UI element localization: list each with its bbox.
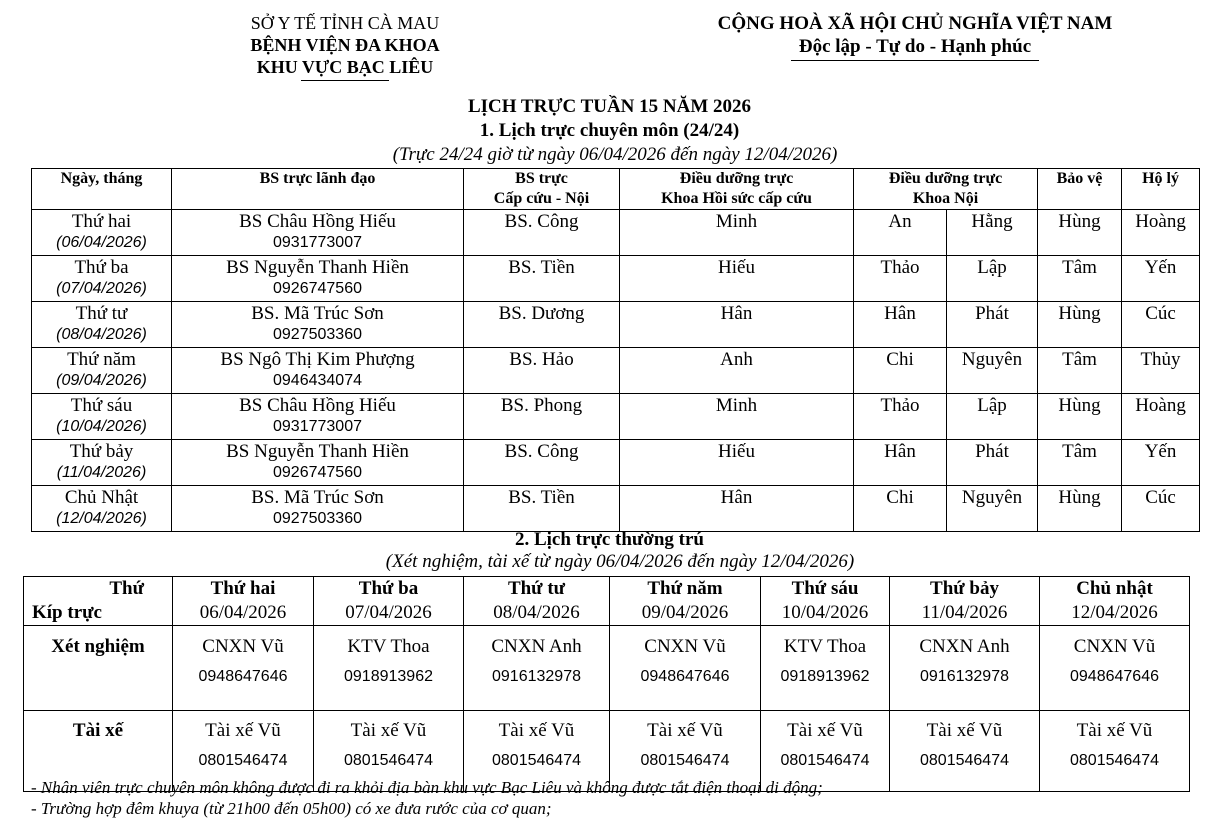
lab-staff-name: KTV Thoa (347, 636, 430, 657)
day-header-cell (1040, 577, 1190, 626)
table-row (32, 486, 1200, 532)
security-name: Hùng (1058, 211, 1101, 232)
lab-staff-phone: 0948647646 (198, 668, 288, 685)
leader-cell (172, 394, 464, 440)
leader-phone: 0927503360 (273, 510, 362, 527)
header-label: Bảo vệ (1056, 170, 1103, 187)
leader-phone: 0926747560 (273, 280, 362, 297)
orderly-name: Hoàng (1135, 395, 1186, 416)
leader-name: BS Châu Hồng Hiếu (239, 211, 396, 232)
icu-nurse-cell (620, 394, 854, 440)
corner-day-label: Thứ (109, 578, 144, 599)
header-label: Khoa Hồi sức cấp cứu (661, 190, 812, 207)
day-header-cell (610, 577, 761, 626)
weekday: Thứ tư (507, 578, 566, 599)
header-label: BS trực lãnh đạo (259, 170, 376, 187)
orderly-cell (1122, 256, 1200, 302)
weekday: Thứ hai (210, 578, 276, 599)
leader-name: BS Nguyễn Thanh Hiền (226, 441, 409, 462)
weekday: Thứ năm (67, 349, 136, 370)
icu-nurse-cell (620, 210, 854, 256)
icu-nurse-cell (620, 302, 854, 348)
weekday: Thứ tư (75, 303, 128, 324)
leader-name: BS Châu Hồng Hiếu (239, 395, 396, 416)
orderly-name: Cúc (1145, 303, 1176, 324)
lab-staff-phone: 0916132978 (920, 668, 1009, 685)
orderly-name: Thủy (1140, 349, 1181, 370)
lab-shift-cell (610, 626, 761, 711)
internal-nurse-b-cell (947, 394, 1038, 440)
leader-name: BS Ngô Thị Kim Phượng (220, 349, 415, 370)
leader-phone: 0926747560 (273, 464, 362, 481)
driver-staff-phone: 0801546474 (492, 752, 581, 769)
section2-title: 2. Lịch trực thường trú (514, 529, 704, 550)
table-row (32, 348, 1200, 394)
driver-staff-phone: 0801546474 (1070, 752, 1159, 769)
lab-staff-name: KTV Thoa (783, 636, 867, 657)
weekday: Thứ bảy (930, 578, 999, 599)
er-doctor-cell (464, 302, 620, 348)
day-header-cell (173, 577, 314, 626)
er-doctor-name: BS. Hảo (509, 349, 574, 370)
header-label: Điều dưỡng trực (888, 170, 1003, 187)
icu-nurse-cell (620, 486, 854, 532)
divider (301, 80, 389, 81)
table-row (32, 440, 1200, 486)
leader-phone: 0946434074 (273, 372, 362, 389)
driver-staff-phone: 0801546474 (920, 752, 1009, 769)
notes (31, 777, 1211, 819)
weekday: Thứ hai (71, 211, 132, 232)
country-name: CỘNG HOÀ XÃ HỘI CHỦ NGHĨA VIỆT NAM (717, 13, 1113, 34)
header-label: Ngày, tháng (60, 170, 143, 187)
corner-shift-label: Kíp trực (32, 602, 102, 623)
er-doctor-cell (464, 394, 620, 440)
security-cell (1038, 302, 1122, 348)
orderly-name: Hoàng (1135, 211, 1186, 232)
leader-phone: 0927503360 (273, 326, 362, 343)
issuing-agency-block (210, 12, 480, 81)
icu-nurse-name: Minh (715, 211, 758, 232)
date: (07/04/2026) (56, 280, 147, 297)
icu-nurse-cell (620, 256, 854, 302)
orderly-cell (1122, 348, 1200, 394)
er-doctor-name: BS. Công (504, 211, 579, 232)
orderly-cell (1122, 440, 1200, 486)
date: 12/04/2026 (1071, 602, 1158, 623)
leader-cell (172, 210, 464, 256)
date: (10/04/2026) (56, 418, 147, 435)
date-cell (32, 486, 172, 532)
col-header-leader (172, 169, 464, 210)
lab-staff-phone: 0916132978 (492, 668, 581, 685)
security-cell (1038, 348, 1122, 394)
icu-nurse-cell (620, 440, 854, 486)
icu-nurse-name: Anh (720, 349, 753, 370)
resident-duty-table (23, 576, 1190, 792)
internal-nurse-b-cell (947, 348, 1038, 394)
date-cell (32, 256, 172, 302)
lab-staff-name: CNXN Anh (491, 636, 582, 657)
security-cell (1038, 440, 1122, 486)
internal-nurse-a-cell (854, 348, 947, 394)
internal-nurse-name: Nguyên (961, 349, 1023, 370)
security-name: Tâm (1062, 349, 1097, 370)
er-doctor-name: BS. Tiền (508, 257, 575, 278)
lab-shift-cell (761, 626, 890, 711)
er-doctor-cell (464, 210, 620, 256)
header-label: Hộ lý (1142, 170, 1179, 187)
date: 08/04/2026 (493, 602, 580, 623)
leader-cell (172, 256, 464, 302)
er-doctor-name: BS. Tiền (508, 487, 575, 508)
internal-nurse-b-cell (947, 302, 1038, 348)
date: 10/04/2026 (781, 602, 869, 623)
driver-staff-name: Tài xế Vũ (926, 720, 1003, 741)
table-row (32, 394, 1200, 440)
divider (791, 60, 1039, 61)
driver-staff-name: Tài xế Vũ (498, 720, 575, 741)
date: (11/04/2026) (56, 464, 147, 481)
national-motto-block (700, 12, 1130, 61)
national-motto: Độc lập - Tự do - Hạnh phúc (798, 36, 1032, 57)
icu-nurse-cell (620, 348, 854, 394)
row-label: Xét nghiệm (51, 636, 145, 657)
internal-nurse-name: An (888, 211, 912, 232)
security-name: Tâm (1062, 441, 1097, 462)
page-title: LỊCH TRỰC TUẦN 15 NĂM 2026 (467, 96, 752, 117)
section1-subtitle: (Trực 24/24 giờ từ ngày 06/04/2026 đến ngày 12/04/2026) (392, 144, 838, 165)
leader-cell (172, 486, 464, 532)
weekday: Thứ ba (74, 257, 129, 278)
driver-staff-name: Tài xế Vũ (787, 720, 863, 741)
lab-shift-cell (890, 626, 1040, 711)
er-doctor-cell (464, 440, 620, 486)
orderly-cell (1122, 486, 1200, 532)
day-header-cell (890, 577, 1040, 626)
internal-nurse-a-cell (854, 256, 947, 302)
col-header-orderly (1122, 169, 1200, 210)
date-cell (32, 210, 172, 256)
orderly-cell (1122, 394, 1200, 440)
lab-staff-name: CNXN Vũ (1073, 636, 1156, 657)
er-doctor-cell (464, 256, 620, 302)
table-row (32, 302, 1200, 348)
row-label: Tài xế (72, 720, 124, 741)
internal-nurse-name: Hân (884, 303, 916, 324)
weekday: Thứ sáu (70, 395, 133, 416)
icu-nurse-name: Minh (715, 395, 758, 416)
driver-staff-name: Tài xế Vũ (1076, 720, 1153, 741)
er-doctor-cell (464, 486, 620, 532)
table-header-row (24, 577, 1190, 626)
note-item: - Nhân viên trực chuyên môn không được đi ra khỏi địa bàn khu vực Bạc Liêu và không được tắt điện thoại di động; (31, 778, 823, 797)
er-doctor-cell (464, 348, 620, 394)
date: 09/04/2026 (641, 602, 729, 623)
security-cell (1038, 210, 1122, 256)
row-label-lab (24, 626, 173, 711)
security-name: Hùng (1058, 303, 1101, 324)
icu-nurse-name: Hân (720, 487, 753, 508)
date-cell (32, 440, 172, 486)
weekday: Thứ sáu (791, 578, 859, 599)
col-header-security (1038, 169, 1122, 210)
leader-name: BS Nguyễn Thanh Hiền (226, 257, 409, 278)
internal-nurse-a-cell (854, 302, 947, 348)
internal-nurse-name: Thảo (880, 395, 920, 416)
lab-shift-cell (314, 626, 464, 711)
date-cell (32, 302, 172, 348)
lab-shift-cell (173, 626, 314, 711)
weekday: Thứ ba (358, 578, 419, 599)
lab-staff-phone: 0948647646 (1070, 668, 1159, 685)
col-header-internal-nurse (854, 169, 1038, 210)
driver-staff-phone: 0801546474 (344, 752, 433, 769)
er-doctor-name: BS. Phong (500, 395, 583, 416)
table-row (32, 256, 1200, 302)
col-header-date (32, 169, 172, 210)
internal-nurse-name: Chi (886, 487, 914, 508)
col-header-icu-nurse (620, 169, 854, 210)
internal-nurse-name: Thảo (880, 257, 920, 278)
internal-nurse-name: Hằng (971, 211, 1013, 232)
lab-staff-name: CNXN Vũ (202, 636, 284, 657)
er-doctor-name: BS. Dương (498, 303, 585, 324)
date: 07/04/2026 (345, 602, 432, 623)
leader-cell (172, 302, 464, 348)
driver-staff-phone: 0801546474 (780, 752, 870, 769)
date: (09/04/2026) (56, 372, 147, 389)
lab-shift-cell (1040, 626, 1190, 711)
weekday: Thứ bảy (69, 441, 134, 462)
internal-nurse-b-cell (947, 210, 1038, 256)
security-cell (1038, 256, 1122, 302)
header-label: Khoa Nội (912, 190, 979, 207)
internal-nurse-name: Lập (977, 257, 1007, 278)
internal-nurse-a-cell (854, 486, 947, 532)
security-name: Hùng (1058, 487, 1101, 508)
date: (08/04/2026) (56, 326, 147, 343)
header-label: BS trực (515, 170, 568, 187)
lab-staff-name: CNXN Anh (919, 636, 1010, 657)
driver-staff-name: Tài xế Vũ (647, 720, 723, 741)
leader-cell (172, 440, 464, 486)
header-label: Điều dưỡng trực (679, 170, 794, 187)
date: (12/04/2026) (56, 510, 147, 527)
orderly-cell (1122, 210, 1200, 256)
date: (06/04/2026) (56, 234, 147, 251)
weekday: Thứ năm (647, 578, 723, 599)
icu-nurse-name: Hiếu (718, 441, 755, 462)
date-cell (32, 394, 172, 440)
internal-nurse-name: Chi (886, 349, 914, 370)
security-name: Tâm (1062, 257, 1097, 278)
security-cell (1038, 486, 1122, 532)
day-header-cell (464, 577, 610, 626)
hospital-name: BỆNH VIỆN ĐA KHOA (250, 35, 440, 55)
header-label: Cấp cứu - Nội (493, 190, 590, 207)
er-doctor-name: BS. Công (504, 441, 579, 462)
icu-nurse-name: Hiếu (718, 257, 755, 278)
day-header-cell (761, 577, 890, 626)
leader-cell (172, 348, 464, 394)
internal-nurse-a-cell (854, 210, 947, 256)
leader-phone: 0931773007 (273, 418, 362, 435)
weekday: Chủ nhật (1076, 578, 1153, 599)
table-row (32, 210, 1200, 256)
day-header-cell (314, 577, 464, 626)
internal-nurse-a-cell (854, 394, 947, 440)
leader-name: BS. Mã Trúc Sơn (251, 303, 384, 324)
internal-nurse-b-cell (947, 486, 1038, 532)
hospital-region: KHU VỰC BẠC LIÊU (256, 57, 434, 77)
lab-staff-phone: 0918913962 (780, 668, 870, 685)
date: 11/04/2026 (921, 602, 1008, 623)
security-name: Hùng (1058, 395, 1101, 416)
lab-shift-cell (464, 626, 610, 711)
icu-nurse-name: Hân (720, 303, 753, 324)
col-header-er-doctor (464, 169, 620, 210)
driver-staff-phone: 0801546474 (198, 752, 288, 769)
orderly-cell (1122, 302, 1200, 348)
table-header-row (32, 169, 1200, 210)
internal-nurse-name: Lập (977, 395, 1007, 416)
internal-nurse-name: Hân (884, 441, 916, 462)
lab-staff-phone: 0918913962 (344, 668, 433, 685)
section1-title: 1. Lịch trực chuyên môn (24/24) (479, 120, 740, 141)
internal-nurse-a-cell (854, 440, 947, 486)
date-cell (32, 348, 172, 394)
internal-nurse-name: Phát (975, 303, 1009, 324)
table-row-lab (24, 626, 1190, 711)
internal-nurse-name: Nguyên (961, 487, 1023, 508)
date: 06/04/2026 (199, 602, 287, 623)
weekday: Chủ Nhật (64, 487, 139, 508)
driver-staff-name: Tài xế Vũ (205, 720, 281, 741)
section2-subtitle: (Xét nghiệm, tài xế từ ngày 06/04/2026 đến ngày 12/04/2026) (385, 551, 855, 572)
driver-staff-name: Tài xế Vũ (350, 720, 427, 741)
orderly-name: Cúc (1145, 487, 1176, 508)
internal-nurse-b-cell (947, 256, 1038, 302)
internal-nurse-name: Phát (975, 441, 1009, 462)
orderly-name: Yến (1144, 257, 1177, 278)
orderly-name: Yến (1144, 441, 1177, 462)
note-item: - Trường hợp đêm khuya (từ 21h00 đến 05h00) có xe đưa rước của cơ quan; (31, 799, 552, 818)
lab-staff-phone: 0948647646 (640, 668, 730, 685)
driver-staff-phone: 0801546474 (640, 752, 730, 769)
corner-header-cell (24, 577, 173, 626)
professional-duty-table (31, 168, 1200, 532)
internal-nurse-b-cell (947, 440, 1038, 486)
lab-staff-name: CNXN Vũ (644, 636, 726, 657)
leader-phone: 0931773007 (273, 234, 362, 251)
department-of-health: SỞ Y TẾ TỈNH CÀ MAU (250, 13, 440, 33)
security-cell (1038, 394, 1122, 440)
leader-name: BS. Mã Trúc Sơn (251, 487, 384, 508)
